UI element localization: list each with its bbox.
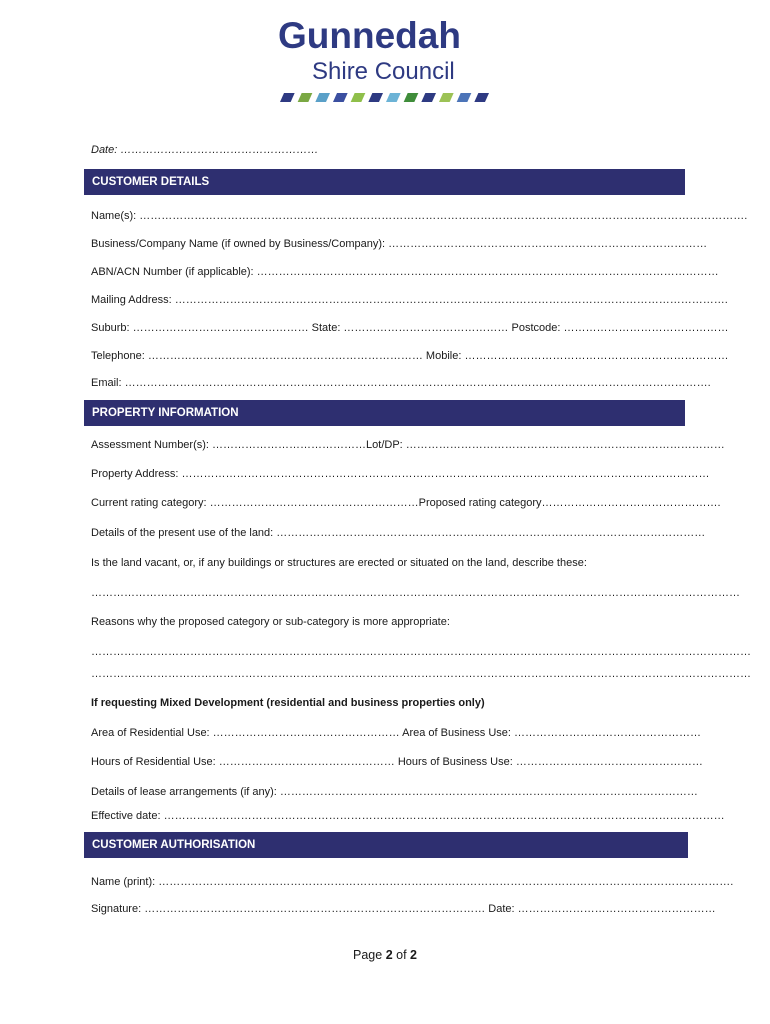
section-property-information: PROPERTY INFORMATION (84, 400, 685, 426)
telephone-mobile-field[interactable]: Telephone: ………………………………………………………………… Mobile: ……………………………………………………………… (91, 350, 729, 362)
logo-stripe (315, 93, 330, 102)
logo-stripe (404, 93, 419, 102)
reasons-answer-line-1[interactable]: ……………………………………………………………………………………………………………………………………………………………… (91, 646, 751, 658)
logo-stripe (280, 93, 295, 102)
reasons-question: Reasons why the proposed category or sub-category is more appropriate: (91, 616, 450, 628)
logo-stripe (298, 93, 313, 102)
signature-date-field[interactable]: Signature: ………………………………………………………………………………… Date: ……………………………………………… (91, 903, 716, 915)
lease-arrangements-field[interactable]: Details of lease arrangements (if any): …………………………………………………………………………………………………… (91, 786, 698, 798)
section-customer-details: CUSTOMER DETAILS (84, 169, 685, 195)
mixed-development-heading: If requesting Mixed Development (residential and business properties only) (91, 697, 485, 709)
names-field[interactable]: Name(s): …………………………………………………………………………………………………………………………………………………. (91, 210, 748, 222)
business-name-field[interactable]: Business/Company Name (if owned by Business/Company): …………………………………………………………………………… (91, 238, 708, 250)
vacant-land-answer[interactable]: …………………………………………………………………………………………………………………………………………………………… (91, 587, 740, 599)
logo-stripe (439, 93, 454, 102)
logo-stripes-graphic (280, 93, 492, 102)
abn-field[interactable]: ABN/ACN Number (if applicable): ……………………………………………………………………………………………………………… (91, 266, 719, 278)
reasons-answer-line-2[interactable]: ……………………………………………………………………………………………………………………………………………………………… (91, 668, 751, 680)
effective-date-field[interactable]: Effective date: ……………………………………………………………………………………………………………………………………… (91, 810, 725, 822)
logo-stripe (457, 93, 472, 102)
rating-category-field[interactable]: Current rating category: …………………………………………………Proposed rating category…………………………………………. (91, 497, 721, 509)
council-logo-title: Gunnedah (278, 15, 461, 56)
page-prefix: Page (353, 948, 386, 962)
logo-stripe (368, 93, 383, 102)
property-address-field[interactable]: Property Address: ……………………………………………………………………………………………………………………………… (91, 468, 710, 480)
logo-stripe (333, 93, 348, 102)
area-of-use-field[interactable]: Area of Residential Use: …………………………………………… Area of Business Use: …………………………………………… (91, 727, 702, 739)
page-current: 2 (385, 948, 393, 962)
email-field[interactable]: Email: ……………………………………………………………………………………………………………………………………………. (91, 377, 711, 389)
logo-stripe (386, 93, 401, 102)
logo-stripe (351, 93, 366, 102)
logo-stripe (421, 93, 436, 102)
suburb-state-postcode-field[interactable]: Suburb: ………………………………………… State: ……………………………………… Postcode: ……………………………………… (91, 322, 729, 334)
vacant-land-question: Is the land vacant, or, if any buildings or structures are erected or situated on the land, describe these: (91, 557, 587, 569)
assessment-lot-field[interactable]: Assessment Number(s): ……………………………………Lot/DP: …………………………………………………………………………… (91, 439, 725, 451)
mailing-address-field[interactable]: Mailing Address: ……………………………………………………………………………………………………………………………………. (91, 294, 728, 306)
page-total: 2 (410, 948, 417, 962)
name-print-field[interactable]: Name (print): …………………………………………………………………………………………………………………………………………. (91, 876, 734, 888)
hours-of-use-field[interactable]: Hours of Residential Use: ………………………………………… Hours of Business Use: …………………………………………… (91, 756, 703, 768)
council-logo-subtitle: Shire Council (312, 58, 455, 85)
section-customer-authorisation: CUSTOMER AUTHORISATION (84, 832, 688, 858)
present-use-field[interactable]: Details of the present use of the land: ……………………………………………………………………………………………………… (91, 527, 706, 539)
page-number (0, 948, 770, 962)
date-line[interactable]: Date: ……………………………………………… (91, 144, 319, 156)
logo-stripe (474, 93, 489, 102)
page-of: of (392, 948, 411, 962)
